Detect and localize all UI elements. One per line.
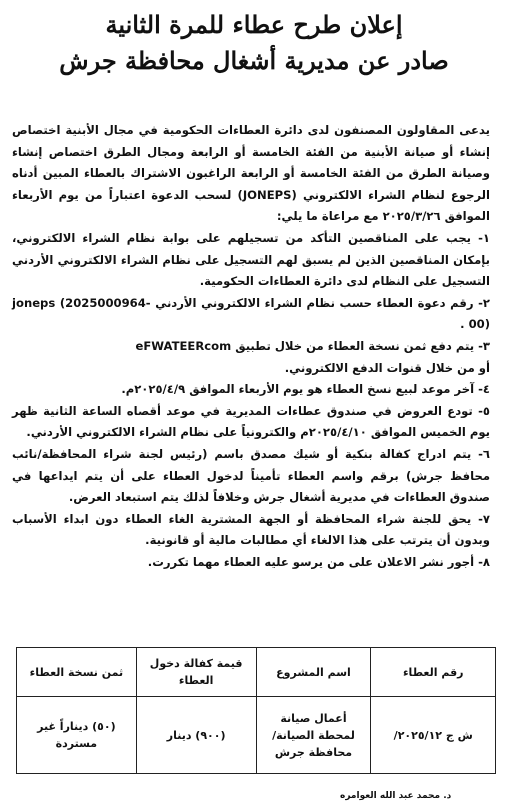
clause-3: ٣- يتم دفع ثمن نسخة العطاء من خلال تطبيق eFWATEERcom [135,338,490,353]
announcement-header [0,0,508,76]
announcement-title: إعلان طرح عطاء للمرة الثانية [105,10,403,39]
cell-copy-price: (٥٠) ديناراً غير مستردة [17,697,137,774]
header-project-name: اسم المشروع [256,648,371,697]
tender-table [16,647,496,774]
signature: د. محمد عبد الله العوامره [340,791,452,801]
cell-tender-number: ش ج ٢٠٢٥/١٢/ [371,697,496,774]
clause-8: ٨- أجور نشر الاعلان على من يرسو عليه العطاء مهما تكررت. [147,554,490,569]
clause-1: ١- يجب على المناقصين التأكد من تسجيلهم على بوابة نظام الشراء الالكتروني، بإمكان المناقصين الذين لم يسبق لهم التسجيل على نظام الشراء الالكتروني الأردني التسجيل على النظام لدى دائرة العطاءات الحكومية. [12,230,490,289]
header-tender-number: رقم العطاء [371,648,496,697]
header-guarantee-value: قيمة كفالة دخول العطاء [136,648,256,697]
clause-5: ٥- تودع العروض في صندوق عطاءات المديرية في موعد أقصاه الساعة الثانية ظهر يوم الخميس الموافق ٢٠٢٥/٤/١٠م والكترونياً على نظام الشراء الالكتروني الأردني. [12,403,490,440]
clause-4: ٤- آخر موعد لبيع نسخ العطاء هو يوم الأربعاء الموافق ٢٠٢٥/٤/٩م. [121,382,490,397]
table-header-row [17,648,496,697]
header-copy-price: ثمن نسخة العطاء [17,648,137,697]
clause-3-continued: أو من خلال قنوات الدفع الالكتروني. [284,360,490,375]
clause-6: ٦- يتم ادراج كفالة بنكية أو شيك مصدق باسم (رئيس لجنة شراء المحافظة/نائب محافظ جرش) برقم واسم العطاء تأميناً لدخول العطاء على أن يتم ايداعها في صندوق العطاءات في مديرية أشغال جرش وخلافاً لذلك يتم استبعاد العرض. [12,446,490,505]
cell-guarantee-value: (٩٠٠) دينار [136,697,256,774]
intro-paragraph: يدعى المقاولون المصنفون لدى دائرة العطاءات الحكومية في مجال الأبنية اختصاص إنشاء أو صيانة الأبنية من الفئة الخامسة أو الرابعة ومجال الطرق اختصاص إنشاء وصيانة الطرق من الفئة الخامسة أو الرابعة الراغبون الاشتراك بالعطاء المبين أدناه الرجوع لنظام الشراء الالكتروني (JONEPS) لسحب الدعوة اعتباراً من يوم الأربعاء الموافق ٢٠٢٥/٣/٢٦ مع مراعاة ما يلي: [12,123,491,224]
table-row [17,697,496,774]
clause-7: ٧- يحق للجنة شراء المحافظة أو الجهة المشترية الغاء العطاء دون ابداء الأسباب وبدون أن يترتب على هذا الالغاء أي مطالبات مالية أو قانونية. [12,511,490,548]
clause-2: ٢- رقم دعوة العطاء حسب نظام الشراء الالكتروني الأردني joneps (2025000964-00) . [12,295,490,332]
announcement-body [12,120,490,573]
issuer-title: صادر عن مديرية أشغال محافظة جرش [59,46,449,75]
cell-project-name: أعمال صيانة لمحطة الصيانة/محافظة جرش [256,697,371,774]
